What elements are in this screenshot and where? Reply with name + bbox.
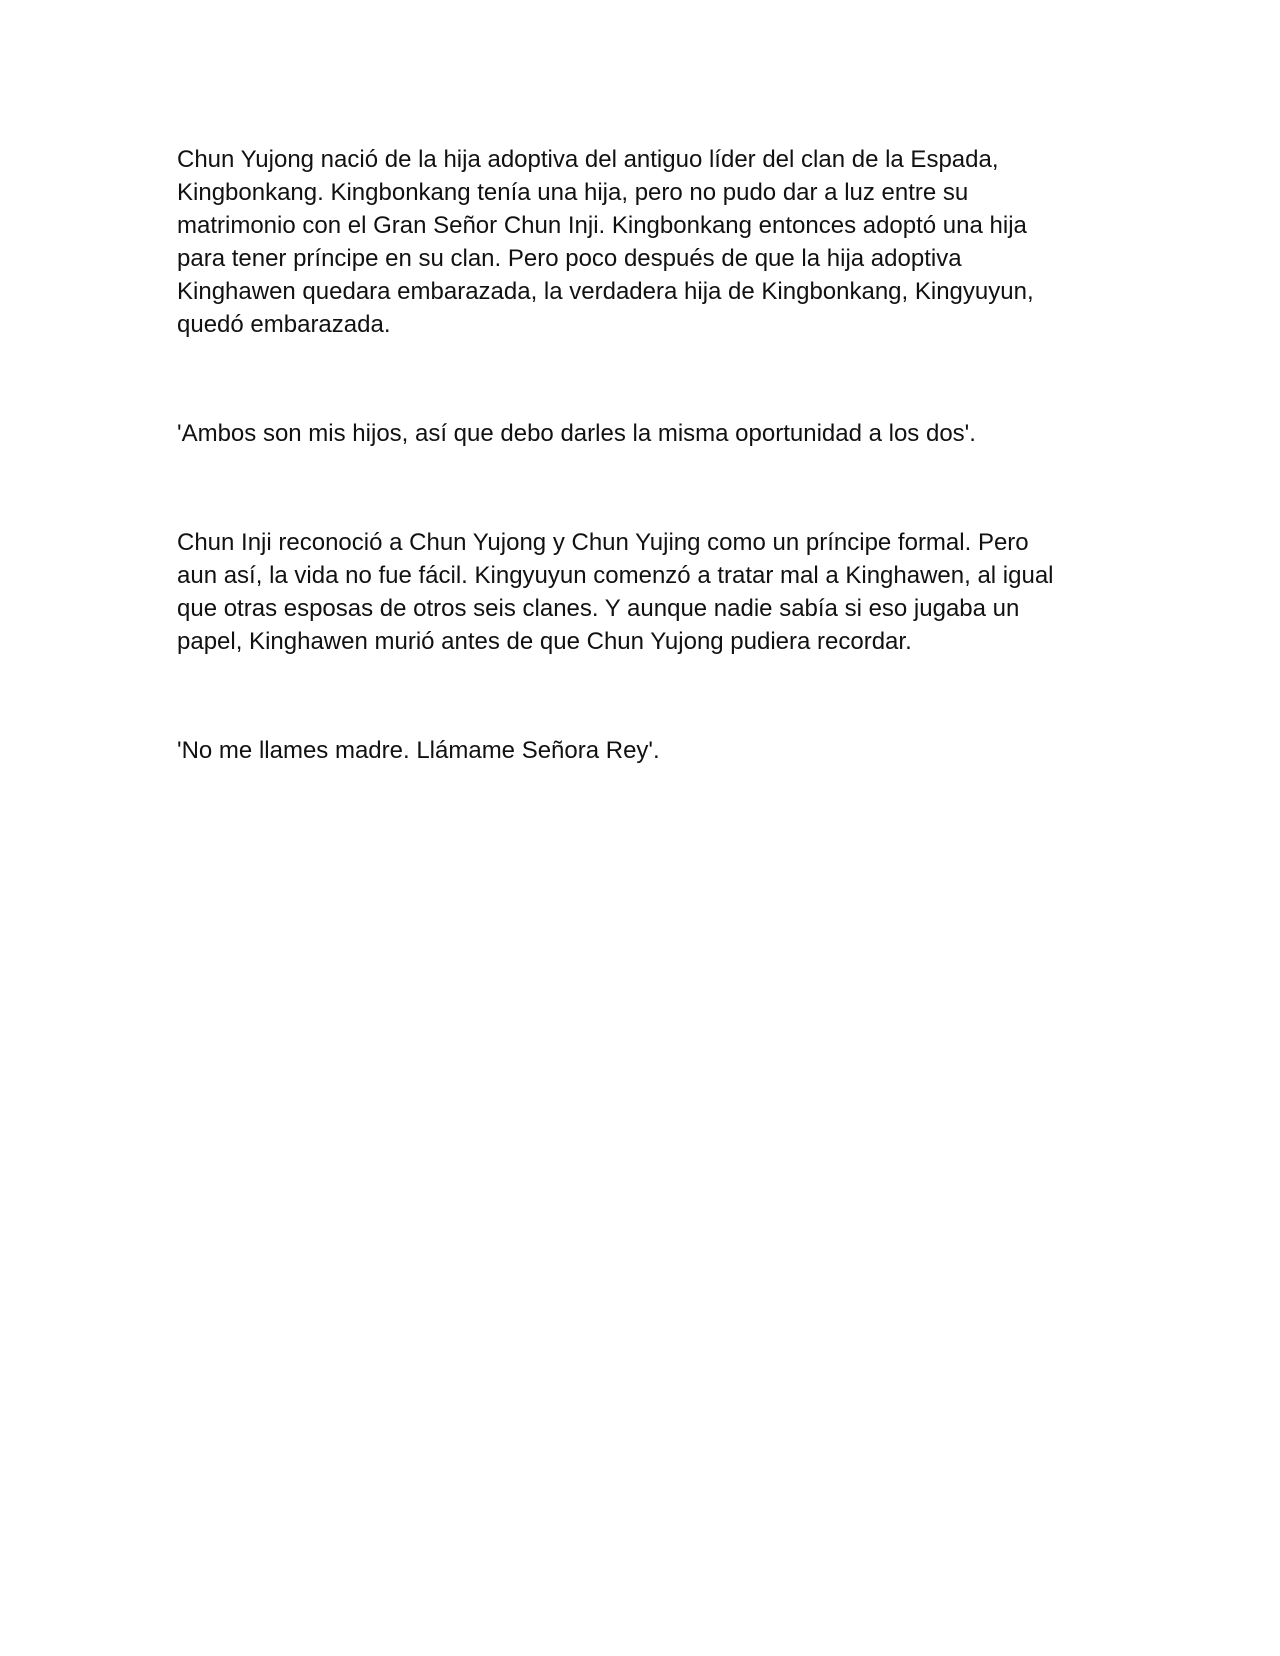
paragraph-4-quote: 'No me llames madre. Llámame Señora Rey'. — [177, 737, 660, 764]
paragraph-gap — [177, 341, 1097, 417]
paragraph-1: Chun Yujong nació de la hija adoptiva del antiguo líder del clan de la Espada, Kingbonkang. Kingbonkang tenía una hija, pero no pudo dar a luz entre su matrimonio con el Gran Señor Chun Inji. Kingbonkang entonces adoptó una hija para tener príncipe en su clan. Pero poco después de que la hija adoptiva Kinghawen quedara embarazada, la verdadera hija de Kingbonkang, Kingyuyun, quedó embarazada. — [177, 146, 1034, 338]
document-body — [177, 143, 1097, 767]
paragraph-gap — [177, 658, 1097, 734]
paragraph-2-quote: 'Ambos son mis hijos, así que debo darles la misma oportunidad a los dos'. — [177, 420, 976, 447]
paragraph-3: Chun Inji reconoció a Chun Yujong y Chun Yujing como un príncipe formal. Pero aun así, la vida no fue fácil. Kingyuyun comenzó a tratar mal a Kinghawen, al igual que otras esposas de otros seis clanes. Y aunque nadie sabía si eso jugaba un papel, Kinghawen murió antes de que Chun Yujong pudiera recordar. — [177, 529, 1054, 655]
paragraph-gap — [177, 450, 1097, 526]
